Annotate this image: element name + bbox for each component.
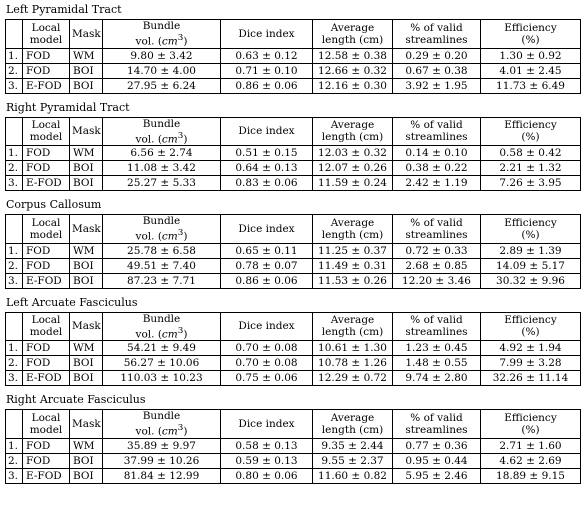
efficiency-cell: 2.71 ± 1.60 bbox=[481, 438, 581, 453]
average-length-cell: 11.25 ± 0.37 bbox=[313, 243, 393, 258]
table-body bbox=[6, 48, 581, 93]
header-dice-index: Dice index bbox=[221, 410, 313, 439]
local-model-cell: FOD bbox=[23, 453, 70, 468]
header-local-model: Local model bbox=[23, 215, 70, 244]
results-table bbox=[5, 117, 581, 192]
table-row bbox=[6, 341, 581, 356]
header-row bbox=[6, 117, 581, 146]
bundle-volume-cell: 87.23 ± 7.71 bbox=[103, 273, 221, 288]
dice-index-cell: 0.63 ± 0.12 bbox=[221, 48, 313, 63]
mask-cell: WM bbox=[70, 341, 103, 356]
row-index-cell: 3. bbox=[6, 371, 23, 386]
table-row bbox=[6, 356, 581, 371]
valid-streamlines-cell: 0.29 ± 0.20 bbox=[393, 48, 481, 63]
valid-streamlines-cell: 0.77 ± 0.36 bbox=[393, 438, 481, 453]
table-row bbox=[6, 438, 581, 453]
table-row bbox=[6, 273, 581, 288]
dice-index-cell: 0.80 ± 0.06 bbox=[221, 468, 313, 483]
header-index bbox=[6, 312, 23, 341]
valid-streamlines-cell: 0.14 ± 0.10 bbox=[393, 146, 481, 161]
row-index-cell: 3. bbox=[6, 468, 23, 483]
table-section bbox=[5, 393, 580, 484]
valid-streamlines-cell: 0.67 ± 0.38 bbox=[393, 63, 481, 78]
local-model-cell: FOD bbox=[23, 48, 70, 63]
average-length-cell: 12.58 ± 0.38 bbox=[313, 48, 393, 63]
table-section bbox=[5, 101, 580, 192]
bundle-volume-cell: 25.78 ± 6.58 bbox=[103, 243, 221, 258]
header-valid-streamlines: % of valid streamlines bbox=[393, 312, 481, 341]
valid-streamlines-cell: 3.92 ± 1.95 bbox=[393, 78, 481, 93]
header-average-length: Average length (cm) bbox=[313, 215, 393, 244]
local-model-cell: FOD bbox=[23, 438, 70, 453]
mask-cell: BOI bbox=[70, 468, 103, 483]
valid-streamlines-cell: 9.74 ± 2.80 bbox=[393, 371, 481, 386]
header-bundle-volume: Bundle vol. $(cm^3)$ bbox=[103, 312, 221, 341]
efficiency-cell: 2.89 ± 1.39 bbox=[481, 243, 581, 258]
results-table bbox=[5, 312, 581, 387]
header-mask: Mask bbox=[70, 20, 103, 49]
bundle-volume-cell: 110.03 ± 10.23 bbox=[103, 371, 221, 386]
average-length-cell: 12.07 ± 0.26 bbox=[313, 161, 393, 176]
dice-index-cell: 0.59 ± 0.13 bbox=[221, 453, 313, 468]
section-title: Right Arcuate Fasciculus bbox=[6, 393, 146, 406]
header-average-length: Average length (cm) bbox=[313, 20, 393, 49]
row-index-cell: 2. bbox=[6, 161, 23, 176]
dice-index-cell: 0.71 ± 0.10 bbox=[221, 63, 313, 78]
dice-index-cell: 0.58 ± 0.13 bbox=[221, 438, 313, 453]
table-body bbox=[6, 341, 581, 386]
table-row bbox=[6, 453, 581, 468]
average-length-cell: 12.29 ± 0.72 bbox=[313, 371, 393, 386]
header-row bbox=[6, 410, 581, 439]
valid-streamlines-cell: 0.95 ± 0.44 bbox=[393, 453, 481, 468]
table-row bbox=[6, 161, 581, 176]
table-row bbox=[6, 78, 581, 93]
mask-cell: BOI bbox=[70, 273, 103, 288]
results-table bbox=[5, 409, 581, 484]
bundle-volume-cell: 9.80 ± 3.42 bbox=[103, 48, 221, 63]
header-local-model: Local model bbox=[23, 312, 70, 341]
bundle-volume-cell: 6.56 ± 2.74 bbox=[103, 146, 221, 161]
valid-streamlines-cell: 5.95 ± 2.46 bbox=[393, 468, 481, 483]
section-title: Left Arcuate Fasciculus bbox=[6, 295, 138, 309]
efficiency-cell: 0.58 ± 0.42 bbox=[481, 146, 581, 161]
header-mask: Mask bbox=[70, 312, 103, 341]
header-row bbox=[6, 215, 581, 244]
header-mask: Mask bbox=[70, 215, 103, 244]
header-efficiency: Efficiency (%) bbox=[481, 117, 581, 146]
efficiency-cell: 4.01 ± 2.45 bbox=[481, 63, 581, 78]
dice-index-cell: 0.75 ± 0.06 bbox=[221, 371, 313, 386]
table-section bbox=[5, 198, 580, 289]
header-mask: Mask bbox=[70, 117, 103, 146]
header-index bbox=[6, 20, 23, 49]
dice-index-cell: 0.65 ± 0.11 bbox=[221, 243, 313, 258]
table-row bbox=[6, 48, 581, 63]
header-valid-streamlines: % of valid streamlines bbox=[393, 117, 481, 146]
average-length-cell: 12.66 ± 0.32 bbox=[313, 63, 393, 78]
header-dice-index: Dice index bbox=[221, 312, 313, 341]
table-row bbox=[6, 146, 581, 161]
table-body bbox=[6, 438, 581, 483]
table-section bbox=[5, 296, 580, 387]
mask-cell: BOI bbox=[70, 453, 103, 468]
row-index-cell: 1. bbox=[6, 146, 23, 161]
local-model-cell: FOD bbox=[23, 341, 70, 356]
dice-index-cell: 0.51 ± 0.15 bbox=[221, 146, 313, 161]
efficiency-cell: 11.73 ± 6.49 bbox=[481, 78, 581, 93]
row-index-cell: 3. bbox=[6, 78, 23, 93]
header-index bbox=[6, 215, 23, 244]
table-section bbox=[5, 3, 580, 94]
header-average-length: Average length (cm) bbox=[313, 117, 393, 146]
dice-index-cell: 0.83 ± 0.06 bbox=[221, 176, 313, 191]
bundle-volume-cell: 81.84 ± 12.99 bbox=[103, 468, 221, 483]
row-index-cell: 2. bbox=[6, 356, 23, 371]
bundle-volume-cell: 35.89 ± 9.97 bbox=[103, 438, 221, 453]
header-efficiency: Efficiency (%) bbox=[481, 312, 581, 341]
valid-streamlines-cell: 12.20 ± 3.46 bbox=[393, 273, 481, 288]
efficiency-cell: 7.26 ± 3.95 bbox=[481, 176, 581, 191]
mask-cell: WM bbox=[70, 438, 103, 453]
mask-cell: BOI bbox=[70, 161, 103, 176]
header-local-model: Local model bbox=[23, 410, 70, 439]
mask-cell: WM bbox=[70, 243, 103, 258]
header-local-model: Local model bbox=[23, 117, 70, 146]
bundle-volume-cell: 27.95 ± 6.24 bbox=[103, 78, 221, 93]
bundle-volume-cell: 25.27 ± 5.33 bbox=[103, 176, 221, 191]
header-row bbox=[6, 20, 581, 49]
table-row bbox=[6, 63, 581, 78]
row-index-cell: 1. bbox=[6, 243, 23, 258]
valid-streamlines-cell: 2.68 ± 0.85 bbox=[393, 258, 481, 273]
table-body bbox=[6, 146, 581, 191]
valid-streamlines-cell: 0.38 ± 0.22 bbox=[393, 161, 481, 176]
local-model-cell: FOD bbox=[23, 243, 70, 258]
results-table bbox=[5, 214, 581, 289]
efficiency-cell: 32.26 ± 11.14 bbox=[481, 371, 581, 386]
local-model-cell: E-FOD bbox=[23, 468, 70, 483]
table-row bbox=[6, 468, 581, 483]
average-length-cell: 11.60 ± 0.82 bbox=[313, 468, 393, 483]
average-length-cell: 9.55 ± 2.37 bbox=[313, 453, 393, 468]
local-model-cell: E-FOD bbox=[23, 78, 70, 93]
header-efficiency: Efficiency (%) bbox=[481, 20, 581, 49]
section-title: Corpus Callosum bbox=[6, 198, 102, 211]
local-model-cell: FOD bbox=[23, 258, 70, 273]
bundle-volume-cell: 54.21 ± 9.49 bbox=[103, 341, 221, 356]
efficiency-cell: 4.62 ± 2.69 bbox=[481, 453, 581, 468]
bundle-volume-cell: 11.08 ± 3.42 bbox=[103, 161, 221, 176]
row-index-cell: 3. bbox=[6, 176, 23, 191]
bundle-volume-cell: 49.51 ± 7.40 bbox=[103, 258, 221, 273]
section-title: Left Pyramidal Tract bbox=[6, 3, 122, 16]
dice-index-cell: 0.86 ± 0.06 bbox=[221, 273, 313, 288]
average-length-cell: 12.03 ± 0.32 bbox=[313, 146, 393, 161]
row-index-cell: 1. bbox=[6, 438, 23, 453]
mask-cell: BOI bbox=[70, 78, 103, 93]
header-dice-index: Dice index bbox=[221, 20, 313, 49]
efficiency-cell: 14.09 ± 5.17 bbox=[481, 258, 581, 273]
header-local-model: Local model bbox=[23, 20, 70, 49]
header-average-length: Average length (cm) bbox=[313, 312, 393, 341]
local-model-cell: FOD bbox=[23, 356, 70, 371]
header-index bbox=[6, 117, 23, 146]
average-length-cell: 11.53 ± 0.26 bbox=[313, 273, 393, 288]
efficiency-cell: 1.30 ± 0.92 bbox=[481, 48, 581, 63]
average-length-cell: 11.49 ± 0.31 bbox=[313, 258, 393, 273]
table-row bbox=[6, 371, 581, 386]
table-row bbox=[6, 176, 581, 191]
bundle-volume-cell: 56.27 ± 10.06 bbox=[103, 356, 221, 371]
header-bundle-volume: Bundle vol. $(cm^3)$ bbox=[103, 117, 221, 146]
efficiency-cell: 30.32 ± 9.96 bbox=[481, 273, 581, 288]
header-row bbox=[6, 312, 581, 341]
average-length-cell: 10.61 ± 1.30 bbox=[313, 341, 393, 356]
mask-cell: WM bbox=[70, 146, 103, 161]
row-index-cell: 3. bbox=[6, 273, 23, 288]
header-average-length: Average length (cm) bbox=[313, 410, 393, 439]
header-dice-index: Dice index bbox=[221, 117, 313, 146]
header-bundle-volume: Bundle vol. $(cm^3)$ bbox=[103, 410, 221, 439]
header-dice-index: Dice index bbox=[221, 215, 313, 244]
header-bundle-volume: Bundle vol. $(cm^3)$ bbox=[103, 20, 221, 49]
bundle-volume-cell: 37.99 ± 10.26 bbox=[103, 453, 221, 468]
mask-cell: BOI bbox=[70, 176, 103, 191]
results-table bbox=[5, 19, 581, 94]
local-model-cell: FOD bbox=[23, 146, 70, 161]
efficiency-cell: 18.89 ± 9.15 bbox=[481, 468, 581, 483]
row-index-cell: 2. bbox=[6, 453, 23, 468]
average-length-cell: 12.16 ± 0.30 bbox=[313, 78, 393, 93]
valid-streamlines-cell: 0.72 ± 0.33 bbox=[393, 243, 481, 258]
efficiency-cell: 4.92 ± 1.94 bbox=[481, 341, 581, 356]
local-model-cell: E-FOD bbox=[23, 176, 70, 191]
header-valid-streamlines: % of valid streamlines bbox=[393, 215, 481, 244]
dice-index-cell: 0.70 ± 0.08 bbox=[221, 356, 313, 371]
header-index bbox=[6, 410, 23, 439]
row-index-cell: 1. bbox=[6, 341, 23, 356]
dice-index-cell: 0.64 ± 0.13 bbox=[221, 161, 313, 176]
table-row bbox=[6, 258, 581, 273]
section-title: Right Pyramidal Tract bbox=[6, 100, 130, 114]
valid-streamlines-cell: 2.42 ± 1.19 bbox=[393, 176, 481, 191]
valid-streamlines-cell: 1.48 ± 0.55 bbox=[393, 356, 481, 371]
mask-cell: BOI bbox=[70, 63, 103, 78]
efficiency-cell: 7.99 ± 3.28 bbox=[481, 356, 581, 371]
mask-cell: BOI bbox=[70, 258, 103, 273]
table-row bbox=[6, 243, 581, 258]
dice-index-cell: 0.70 ± 0.08 bbox=[221, 341, 313, 356]
mask-cell: BOI bbox=[70, 371, 103, 386]
header-valid-streamlines: % of valid streamlines bbox=[393, 20, 481, 49]
local-model-cell: E-FOD bbox=[23, 371, 70, 386]
efficiency-cell: 2.21 ± 1.32 bbox=[481, 161, 581, 176]
local-model-cell: FOD bbox=[23, 161, 70, 176]
header-mask: Mask bbox=[70, 410, 103, 439]
header-efficiency: Efficiency (%) bbox=[481, 410, 581, 439]
row-index-cell: 2. bbox=[6, 63, 23, 78]
header-bundle-volume: Bundle vol. $(cm^3)$ bbox=[103, 215, 221, 244]
dice-index-cell: 0.86 ± 0.06 bbox=[221, 78, 313, 93]
table-body bbox=[6, 243, 581, 288]
local-model-cell: E-FOD bbox=[23, 273, 70, 288]
bundle-volume-cell: 14.70 ± 4.00 bbox=[103, 63, 221, 78]
average-length-cell: 10.78 ± 1.26 bbox=[313, 356, 393, 371]
mask-cell: WM bbox=[70, 48, 103, 63]
header-valid-streamlines: % of valid streamlines bbox=[393, 410, 481, 439]
mask-cell: BOI bbox=[70, 356, 103, 371]
local-model-cell: FOD bbox=[23, 63, 70, 78]
header-efficiency: Efficiency (%) bbox=[481, 215, 581, 244]
average-length-cell: 9.35 ± 2.44 bbox=[313, 438, 393, 453]
valid-streamlines-cell: 1.23 ± 0.45 bbox=[393, 341, 481, 356]
dice-index-cell: 0.78 ± 0.07 bbox=[221, 258, 313, 273]
row-index-cell: 1. bbox=[6, 48, 23, 63]
row-index-cell: 2. bbox=[6, 258, 23, 273]
average-length-cell: 11.59 ± 0.24 bbox=[313, 176, 393, 191]
